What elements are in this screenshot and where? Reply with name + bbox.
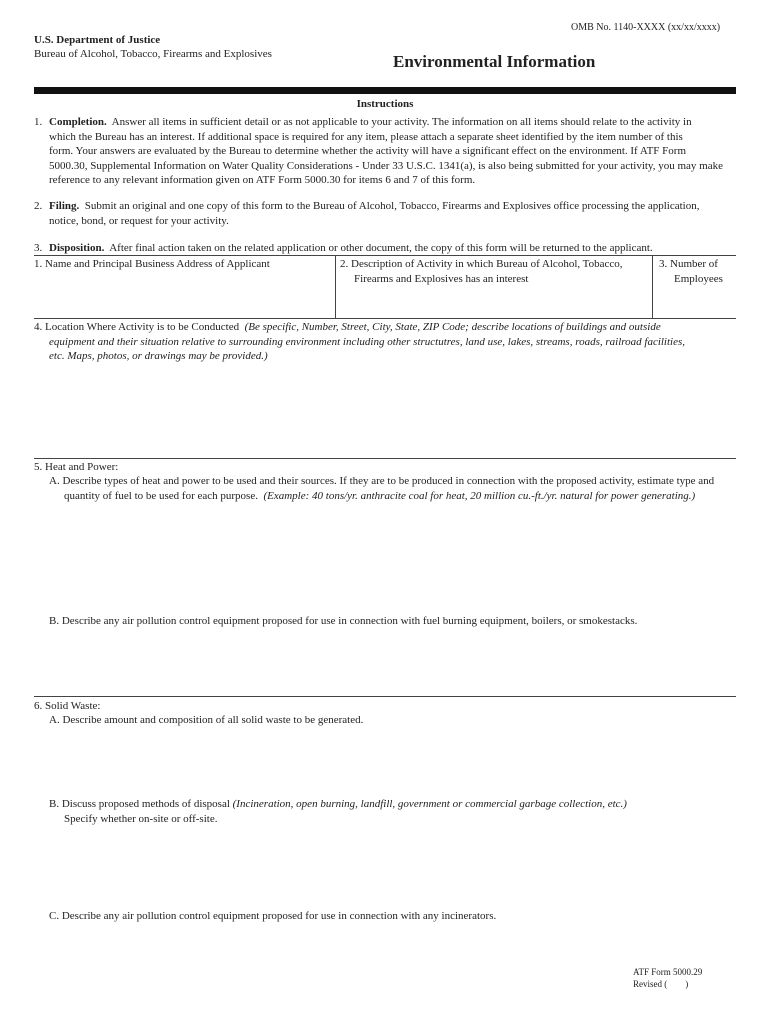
bureau-name: Bureau of Alcohol, Tobacco, Firearms and Explosives [34,48,272,60]
item5a-text: A. Describe types of heat and power to be used and their sources. If they are to be produced in connection with the proposed activity, estimate type and [49,475,715,487]
item4-hint: etc. Maps, photos, or drawings may be provided.) [49,350,268,362]
form-title: Environmental Information [393,52,596,71]
instruction-number: 1. [34,116,43,128]
instruction-text: which the Bureau has an interest. If additional space is required for any item, please attach a separate sheet identified by the item number of this [49,130,683,143]
item2-label-line1: 2. Description of Activity in which Bureau of Alcohol, Tobacco, [340,258,623,270]
instruction-text: After final action taken on the related application or other document, the copy of this form will be returned to the applicant. [109,242,653,254]
instruction-text: Answer all items in sufficient detail or as not applicable to your activity. The information on all items should relate to the activity in [111,116,692,128]
form-number: ATF Form 5000.29 [633,967,703,977]
item5-label: 5. Heat and Power: [34,461,119,473]
incinerator-air-pollution-field[interactable] [34,925,624,965]
divider [34,458,736,459]
employees-count-field[interactable] [655,288,734,316]
heat-power-sources-field[interactable] [34,506,736,610]
instruction-number: 2. [34,200,43,212]
instruction-label: Disposition. [49,242,105,254]
instruction-number: 3. [34,242,43,254]
instruction-text: reference to any relevant information given on ATF Form 5000.30 for items 6 and 7 of this form. [49,174,476,186]
form-footer [633,966,702,990]
solid-waste-amount-field[interactable] [34,729,736,795]
item6a-text: A. Describe amount and composition of all solid waste to be generated. [49,714,364,726]
item4-label: 4. Location Where Activity is to be Conducted [34,321,240,333]
item5a-text: quantity of fuel to be used for each purpose. [64,489,258,502]
item6b-text: B. Discuss proposed methods of disposal [49,798,230,810]
item6b-section [49,797,739,826]
item4-hint: equipment and their situation relative to surrounding environment including other structutres, land use, lakes, streams, roads, railroad facilities, [49,335,686,348]
instruction-text: notice, bond, or request for your activity. [49,214,229,227]
item5a-hint: (Example: 40 tons/yr. anthracite coal for heat, 20 million cu.-ft./yr. natural for power generating.) [263,489,696,502]
location-field[interactable] [34,366,736,456]
divider [34,318,736,319]
omb-number: OMB No. 1140-XXXX (xx/xx/xxxx) [571,22,721,33]
divider [34,696,736,697]
instruction-filing [34,199,736,228]
item6-label: 6. Solid Waste: [34,700,101,712]
disposal-methods-field[interactable] [34,828,736,906]
instruction-disposition [34,241,736,256]
heat-power-air-pollution-field[interactable] [34,630,736,694]
item6b-hint: (Incineration, open burning, landfill, government or commercial garbage collection, etc.) [232,798,627,810]
item6c-text: C. Describe any air pollution control equipment proposed for use in connection with any incinerators. [49,910,497,922]
item2-label-line2: Firearms and Explosives has an interest [354,273,529,285]
applicant-name-address-field[interactable] [36,273,332,315]
item3-label-line1: 3. Number of [659,258,718,270]
instruction-text: 5000.30, Supplemental Information on Water Quality Considerations - Under 33 U.S.C. 1341(a), is also being submitted for your activity, you may make [49,159,723,172]
item3-label-line2: Employees [674,273,723,285]
item1-label: 1. Name and Principal Business Address of Applicant [34,258,270,270]
instruction-text: Submit an original and one copy of this form to the Bureau of Alcohol, Tobacco, Firearms and Explosives office processing the application, [84,200,700,212]
item6b-text: Specify whether on-site or off-site. [64,812,218,825]
divider [34,255,736,256]
activity-description-field[interactable] [338,288,649,316]
item5b-text: B. Describe any air pollution control equipment proposed for use in connection with fuel burning equipment, boilers, or smokestacks. [49,615,638,627]
item4-hint: (Be specific, Number, Street, City, State, ZIP Code; describe locations of buildings and outside [244,321,661,333]
revision-date: Revised ( ) [633,979,689,989]
header-rule [34,87,736,94]
instruction-completion [34,115,736,188]
item5a-section [49,474,739,503]
instruction-text: form. Your answers are evaluated by the Bureau to determine whether the activity will have a significant effect on the environment. If ATF Form [49,145,687,157]
instructions-heading: Instructions [356,98,414,110]
divider [335,255,336,318]
instruction-label: Completion. [49,116,107,128]
divider [652,255,653,318]
instruction-label: Filing. [49,200,80,212]
department-name: U.S. Department of Justice [34,34,161,46]
item4-section [34,320,736,364]
